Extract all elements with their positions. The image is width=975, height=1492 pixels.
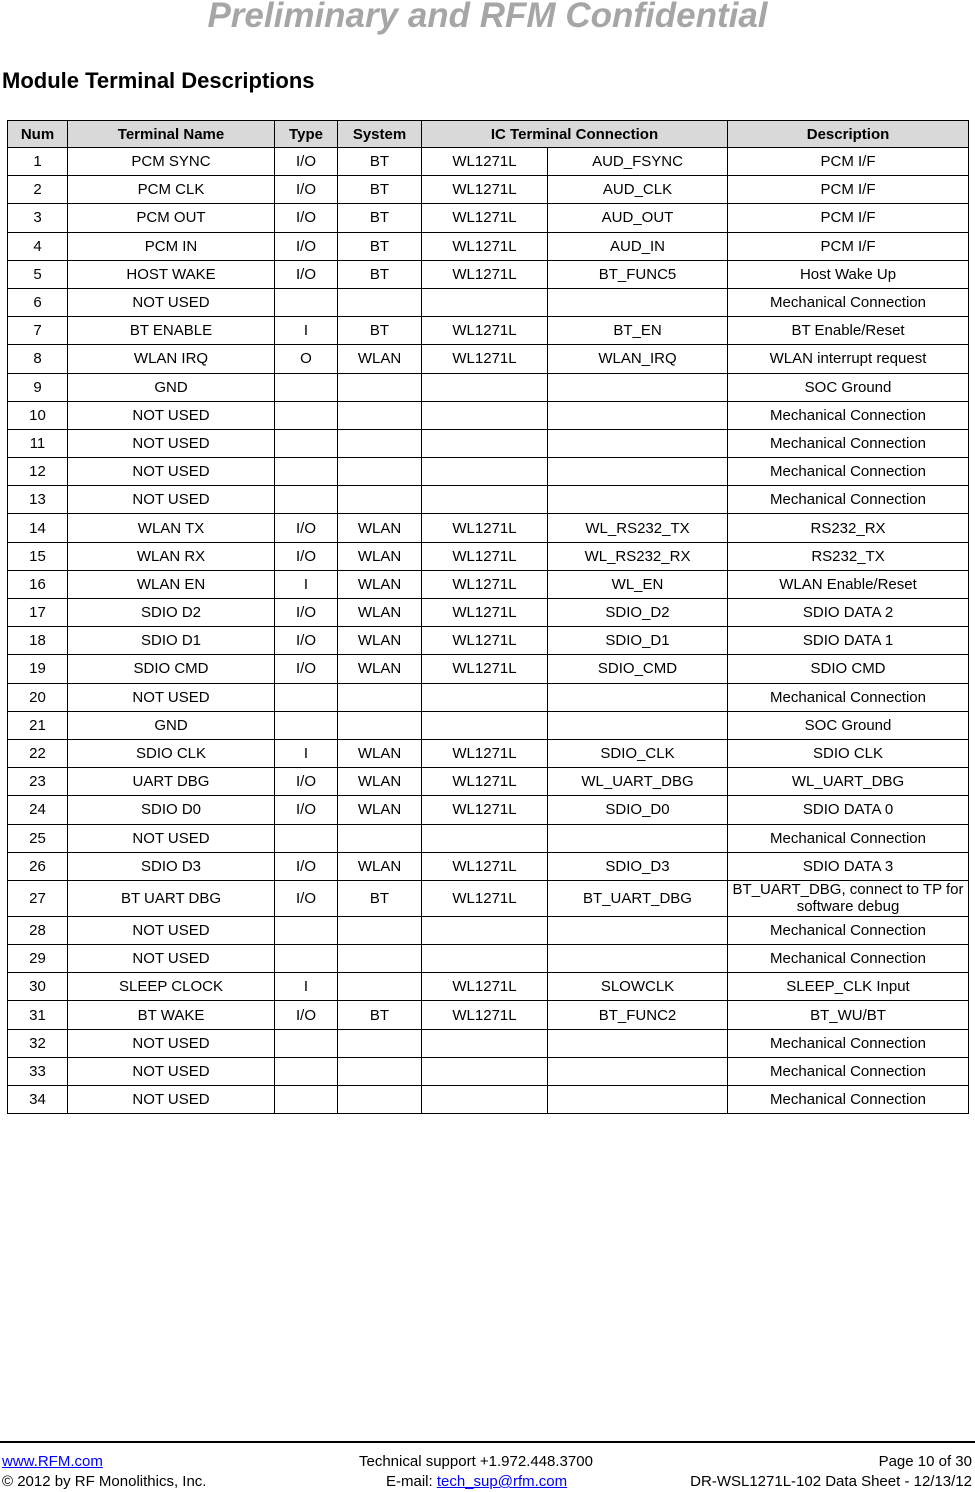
cell-terminal-name: SLEEP CLOCK — [68, 973, 275, 1001]
cell-type — [275, 373, 338, 401]
email-link[interactable]: tech_sup@rfm.com — [436, 1473, 568, 1490]
cell-system: WLAN — [338, 542, 422, 570]
cell-terminal-name: SDIO D3 — [68, 852, 275, 880]
cell-ic-pin: AUD_IN — [548, 232, 728, 260]
cell-description: PCM I/F — [728, 204, 969, 232]
cell-terminal-name: PCM CLK — [68, 176, 275, 204]
cell-description: SDIO DATA 0 — [728, 796, 969, 824]
cell-ic-part: WL1271L — [422, 260, 548, 288]
cell-ic-part: WL1271L — [422, 796, 548, 824]
table-row — [8, 824, 969, 852]
cell-type: I/O — [275, 880, 338, 916]
cell-terminal-name: SDIO CLK — [68, 739, 275, 767]
cell-description: Mechanical Connection — [728, 683, 969, 711]
cell-system — [338, 683, 422, 711]
cell-description: BT_UART_DBG, connect to TP for software debug — [728, 880, 969, 916]
header-ic-terminal-connection: IC Terminal Connection — [422, 121, 728, 148]
table-row — [8, 852, 969, 880]
cell-num: 13 — [8, 486, 68, 514]
cell-type: I — [275, 570, 338, 598]
cell-num: 7 — [8, 317, 68, 345]
cell-type: I/O — [275, 260, 338, 288]
cell-system: BT — [338, 260, 422, 288]
table-row — [8, 768, 969, 796]
cell-ic-pin — [548, 683, 728, 711]
cell-description: PCM I/F — [728, 148, 969, 176]
cell-ic-pin: WL_RS232_RX — [548, 542, 728, 570]
cell-terminal-name: NOT USED — [68, 288, 275, 316]
cell-system: BT — [338, 204, 422, 232]
table-row — [8, 655, 969, 683]
cell-terminal-name: GND — [68, 711, 275, 739]
cell-description: SOC Ground — [728, 373, 969, 401]
cell-num: 8 — [8, 345, 68, 373]
cell-num: 4 — [8, 232, 68, 260]
table-row — [8, 204, 969, 232]
cell-num: 5 — [8, 260, 68, 288]
cell-system: BT — [338, 176, 422, 204]
cell-ic-pin — [548, 945, 728, 973]
cell-terminal-name: NOT USED — [68, 916, 275, 944]
table-row — [8, 880, 969, 916]
cell-ic-pin — [548, 1057, 728, 1085]
cell-num: 18 — [8, 627, 68, 655]
cell-ic-pin — [548, 824, 728, 852]
cell-system — [338, 429, 422, 457]
header-num: Num — [8, 121, 68, 148]
cell-ic-part: WL1271L — [422, 768, 548, 796]
cell-terminal-name: NOT USED — [68, 945, 275, 973]
table-row — [8, 711, 969, 739]
table-row — [8, 288, 969, 316]
cell-system: BT — [338, 1001, 422, 1029]
table-row — [8, 148, 969, 176]
cell-num: 23 — [8, 768, 68, 796]
cell-terminal-name: PCM IN — [68, 232, 275, 260]
cell-type — [275, 1029, 338, 1057]
table-row — [8, 627, 969, 655]
cell-type: I/O — [275, 176, 338, 204]
cell-description: Mechanical Connection — [728, 1086, 969, 1114]
cell-system: BT — [338, 317, 422, 345]
cell-type: I/O — [275, 796, 338, 824]
cell-ic-pin: AUD_CLK — [548, 176, 728, 204]
cell-ic-part: WL1271L — [422, 852, 548, 880]
cell-ic-pin: BT_FUNC2 — [548, 1001, 728, 1029]
cell-terminal-name: WLAN EN — [68, 570, 275, 598]
cell-system — [338, 1057, 422, 1085]
cell-ic-part: WL1271L — [422, 880, 548, 916]
cell-type — [275, 458, 338, 486]
cell-system: BT — [338, 232, 422, 260]
cell-num: 2 — [8, 176, 68, 204]
cell-ic-part — [422, 401, 548, 429]
footer-website-link[interactable] — [2, 1452, 103, 1471]
cell-ic-pin: SDIO_CMD — [548, 655, 728, 683]
cell-num: 28 — [8, 916, 68, 944]
cell-type — [275, 1086, 338, 1114]
cell-terminal-name: NOT USED — [68, 458, 275, 486]
cell-type: I/O — [275, 1001, 338, 1029]
cell-terminal-name: WLAN TX — [68, 514, 275, 542]
cell-ic-pin: SDIO_D1 — [548, 627, 728, 655]
cell-description: Host Wake Up — [728, 260, 969, 288]
cell-type: I — [275, 739, 338, 767]
cell-num: 34 — [8, 1086, 68, 1114]
cell-ic-part — [422, 683, 548, 711]
cell-description: SLEEP_CLK Input — [728, 973, 969, 1001]
cell-terminal-name: NOT USED — [68, 429, 275, 457]
header-system: System — [338, 121, 422, 148]
table-row — [8, 317, 969, 345]
cell-ic-pin — [548, 288, 728, 316]
table-row — [8, 429, 969, 457]
cell-terminal-name: GND — [68, 373, 275, 401]
cell-description: Mechanical Connection — [728, 486, 969, 514]
watermark-text: Preliminary and RFM Confidential — [207, 0, 768, 35]
terminal-table — [7, 120, 969, 1114]
cell-description: PCM I/F — [728, 232, 969, 260]
table-row — [8, 570, 969, 598]
footer-email — [386, 1472, 567, 1491]
cell-system — [338, 1086, 422, 1114]
cell-ic-part: WL1271L — [422, 655, 548, 683]
cell-ic-pin: BT_UART_DBG — [548, 880, 728, 916]
cell-description: SOC Ground — [728, 711, 969, 739]
cell-ic-part — [422, 288, 548, 316]
cell-num: 29 — [8, 945, 68, 973]
cell-terminal-name: SDIO CMD — [68, 655, 275, 683]
cell-ic-part: WL1271L — [422, 514, 548, 542]
cell-terminal-name: SDIO D1 — [68, 627, 275, 655]
table-row — [8, 176, 969, 204]
cell-system — [338, 711, 422, 739]
table-row — [8, 373, 969, 401]
cell-terminal-name: NOT USED — [68, 401, 275, 429]
table-row — [8, 945, 969, 973]
cell-system: WLAN — [338, 514, 422, 542]
table-row — [8, 458, 969, 486]
cell-num: 3 — [8, 204, 68, 232]
cell-description: PCM I/F — [728, 176, 969, 204]
cell-type — [275, 711, 338, 739]
table-row — [8, 796, 969, 824]
cell-terminal-name: NOT USED — [68, 486, 275, 514]
cell-ic-pin: SDIO_D2 — [548, 599, 728, 627]
cell-terminal-name: BT WAKE — [68, 1001, 275, 1029]
cell-system: WLAN — [338, 768, 422, 796]
cell-type — [275, 429, 338, 457]
cell-num: 11 — [8, 429, 68, 457]
header-type: Type — [275, 121, 338, 148]
cell-terminal-name: BT UART DBG — [68, 880, 275, 916]
cell-system — [338, 288, 422, 316]
table-row — [8, 973, 969, 1001]
cell-num: 6 — [8, 288, 68, 316]
cell-num: 33 — [8, 1057, 68, 1085]
cell-ic-pin: WL_EN — [548, 570, 728, 598]
cell-ic-part: WL1271L — [422, 739, 548, 767]
cell-type — [275, 683, 338, 711]
cell-type — [275, 824, 338, 852]
cell-terminal-name: BT ENABLE — [68, 317, 275, 345]
cell-description: RS232_TX — [728, 542, 969, 570]
cell-terminal-name: NOT USED — [68, 1029, 275, 1057]
cell-ic-part: WL1271L — [422, 345, 548, 373]
cell-ic-part: WL1271L — [422, 232, 548, 260]
cell-ic-pin: WLAN_IRQ — [548, 345, 728, 373]
cell-num: 27 — [8, 880, 68, 916]
cell-ic-pin: WL_RS232_TX — [548, 514, 728, 542]
header-terminal-name: Terminal Name — [68, 121, 275, 148]
table-row — [8, 739, 969, 767]
cell-num: 15 — [8, 542, 68, 570]
cell-description: Mechanical Connection — [728, 401, 969, 429]
cell-type — [275, 288, 338, 316]
cell-system: WLAN — [338, 852, 422, 880]
cell-terminal-name: PCM SYNC — [68, 148, 275, 176]
cell-ic-pin — [548, 711, 728, 739]
cell-type: I/O — [275, 542, 338, 570]
cell-description: Mechanical Connection — [728, 458, 969, 486]
cell-terminal-name: HOST WAKE — [68, 260, 275, 288]
cell-type: I/O — [275, 232, 338, 260]
cell-terminal-name: WLAN RX — [68, 542, 275, 570]
cell-system — [338, 945, 422, 973]
cell-description: BT_WU/BT — [728, 1001, 969, 1029]
cell-system — [338, 458, 422, 486]
cell-type: I/O — [275, 514, 338, 542]
cell-description: Mechanical Connection — [728, 916, 969, 944]
cell-ic-pin — [548, 916, 728, 944]
cell-type — [275, 916, 338, 944]
table-row — [8, 260, 969, 288]
cell-description: SDIO DATA 1 — [728, 627, 969, 655]
cell-num: 9 — [8, 373, 68, 401]
cell-system — [338, 401, 422, 429]
cell-type: I/O — [275, 768, 338, 796]
table-row — [8, 345, 969, 373]
cell-type: I — [275, 317, 338, 345]
cell-ic-part — [422, 373, 548, 401]
cell-ic-part — [422, 916, 548, 944]
cell-num: 14 — [8, 514, 68, 542]
cell-description: SDIO DATA 2 — [728, 599, 969, 627]
cell-type: I/O — [275, 655, 338, 683]
website-link[interactable]: www.RFM.com — [2, 1453, 103, 1470]
cell-terminal-name: NOT USED — [68, 1086, 275, 1114]
table-row — [8, 401, 969, 429]
cell-system: WLAN — [338, 599, 422, 627]
table-row — [8, 486, 969, 514]
footer-doc-id: DR-WSL1271L-102 Data Sheet - 12/13/12 — [690, 1473, 972, 1490]
cell-ic-pin: SLOWCLK — [548, 973, 728, 1001]
cell-ic-pin: SDIO_CLK — [548, 739, 728, 767]
cell-type — [275, 945, 338, 973]
cell-system: BT — [338, 148, 422, 176]
cell-system: WLAN — [338, 345, 422, 373]
cell-terminal-name: SDIO D0 — [68, 796, 275, 824]
cell-num: 26 — [8, 852, 68, 880]
cell-terminal-name: WLAN IRQ — [68, 345, 275, 373]
cell-ic-part: WL1271L — [422, 599, 548, 627]
cell-ic-part: WL1271L — [422, 317, 548, 345]
cell-system — [338, 916, 422, 944]
cell-ic-part: WL1271L — [422, 570, 548, 598]
cell-ic-part: WL1271L — [422, 204, 548, 232]
cell-type: I/O — [275, 599, 338, 627]
table-row — [8, 683, 969, 711]
cell-ic-pin — [548, 458, 728, 486]
cell-terminal-name: PCM OUT — [68, 204, 275, 232]
table-row — [8, 1057, 969, 1085]
cell-ic-pin — [548, 429, 728, 457]
cell-type: O — [275, 345, 338, 373]
cell-ic-part — [422, 429, 548, 457]
cell-ic-part — [422, 1057, 548, 1085]
cell-description: WLAN interrupt request — [728, 345, 969, 373]
cell-num: 12 — [8, 458, 68, 486]
cell-ic-pin: WL_UART_DBG — [548, 768, 728, 796]
cell-num: 24 — [8, 796, 68, 824]
table-row — [8, 1029, 969, 1057]
cell-description: Mechanical Connection — [728, 1057, 969, 1085]
footer-page-number: Page 10 of 30 — [878, 1453, 972, 1470]
cell-ic-part: WL1271L — [422, 148, 548, 176]
cell-type: I — [275, 973, 338, 1001]
cell-ic-pin: SDIO_D3 — [548, 852, 728, 880]
cell-ic-part: WL1271L — [422, 627, 548, 655]
cell-ic-pin: SDIO_D0 — [548, 796, 728, 824]
footer-divider — [0, 1441, 975, 1443]
cell-ic-part: WL1271L — [422, 542, 548, 570]
cell-num: 30 — [8, 973, 68, 1001]
cell-ic-part — [422, 824, 548, 852]
cell-num: 1 — [8, 148, 68, 176]
cell-ic-part: WL1271L — [422, 176, 548, 204]
cell-system: WLAN — [338, 796, 422, 824]
cell-system — [338, 486, 422, 514]
cell-system — [338, 1029, 422, 1057]
cell-type: I/O — [275, 852, 338, 880]
cell-ic-pin — [548, 1086, 728, 1114]
cell-num: 19 — [8, 655, 68, 683]
table-row — [8, 514, 969, 542]
cell-num: 25 — [8, 824, 68, 852]
cell-num: 32 — [8, 1029, 68, 1057]
cell-ic-pin: BT_FUNC5 — [548, 260, 728, 288]
cell-ic-part — [422, 711, 548, 739]
cell-system: WLAN — [338, 627, 422, 655]
cell-ic-part — [422, 945, 548, 973]
cell-type: I/O — [275, 148, 338, 176]
cell-ic-pin: BT_EN — [548, 317, 728, 345]
cell-num: 17 — [8, 599, 68, 627]
header-description: Description — [728, 121, 969, 148]
cell-system: WLAN — [338, 655, 422, 683]
cell-description: WLAN Enable/Reset — [728, 570, 969, 598]
table-row — [8, 916, 969, 944]
cell-description: Mechanical Connection — [728, 945, 969, 973]
cell-type — [275, 486, 338, 514]
cell-ic-part — [422, 1086, 548, 1114]
cell-description: Mechanical Connection — [728, 429, 969, 457]
cell-type: I/O — [275, 204, 338, 232]
cell-ic-pin: AUD_OUT — [548, 204, 728, 232]
cell-system: WLAN — [338, 570, 422, 598]
table-row — [8, 1086, 969, 1114]
cell-description: SDIO DATA 3 — [728, 852, 969, 880]
cell-description: WL_UART_DBG — [728, 768, 969, 796]
cell-terminal-name: SDIO D2 — [68, 599, 275, 627]
footer-support: Technical support +1.972.448.3700 — [359, 1453, 593, 1470]
cell-num: 16 — [8, 570, 68, 598]
cell-system — [338, 824, 422, 852]
cell-system — [338, 373, 422, 401]
cell-ic-pin — [548, 486, 728, 514]
table-row — [8, 542, 969, 570]
cell-ic-pin — [548, 373, 728, 401]
footer-copyright: © 2012 by RF Monolithics, Inc. — [2, 1473, 207, 1490]
cell-ic-part: WL1271L — [422, 1001, 548, 1029]
cell-description: SDIO CLK — [728, 739, 969, 767]
cell-num: 20 — [8, 683, 68, 711]
cell-num: 10 — [8, 401, 68, 429]
cell-type — [275, 401, 338, 429]
cell-ic-pin — [548, 401, 728, 429]
cell-terminal-name: UART DBG — [68, 768, 275, 796]
cell-ic-part — [422, 1029, 548, 1057]
cell-system: WLAN — [338, 739, 422, 767]
cell-ic-pin: AUD_FSYNC — [548, 148, 728, 176]
cell-num: 21 — [8, 711, 68, 739]
table-row — [8, 232, 969, 260]
cell-system: BT — [338, 880, 422, 916]
cell-ic-part: WL1271L — [422, 973, 548, 1001]
cell-description: RS232_RX — [728, 514, 969, 542]
cell-description: Mechanical Connection — [728, 1029, 969, 1057]
cell-ic-part — [422, 486, 548, 514]
cell-system — [338, 973, 422, 1001]
table-row — [8, 1001, 969, 1029]
cell-description: Mechanical Connection — [728, 288, 969, 316]
section-title: Module Terminal Descriptions — [2, 68, 315, 93]
cell-num: 31 — [8, 1001, 68, 1029]
cell-type: I/O — [275, 627, 338, 655]
cell-type — [275, 1057, 338, 1085]
cell-num: 22 — [8, 739, 68, 767]
email-label: E-mail: — [386, 1473, 437, 1490]
cell-terminal-name: NOT USED — [68, 824, 275, 852]
cell-description: BT Enable/Reset — [728, 317, 969, 345]
cell-description: Mechanical Connection — [728, 824, 969, 852]
cell-terminal-name: NOT USED — [68, 1057, 275, 1085]
table-header-row — [8, 121, 969, 148]
cell-ic-part — [422, 458, 548, 486]
cell-terminal-name: NOT USED — [68, 683, 275, 711]
cell-description: SDIO CMD — [728, 655, 969, 683]
cell-ic-pin — [548, 1029, 728, 1057]
table-body — [8, 148, 969, 1114]
table-row — [8, 599, 969, 627]
